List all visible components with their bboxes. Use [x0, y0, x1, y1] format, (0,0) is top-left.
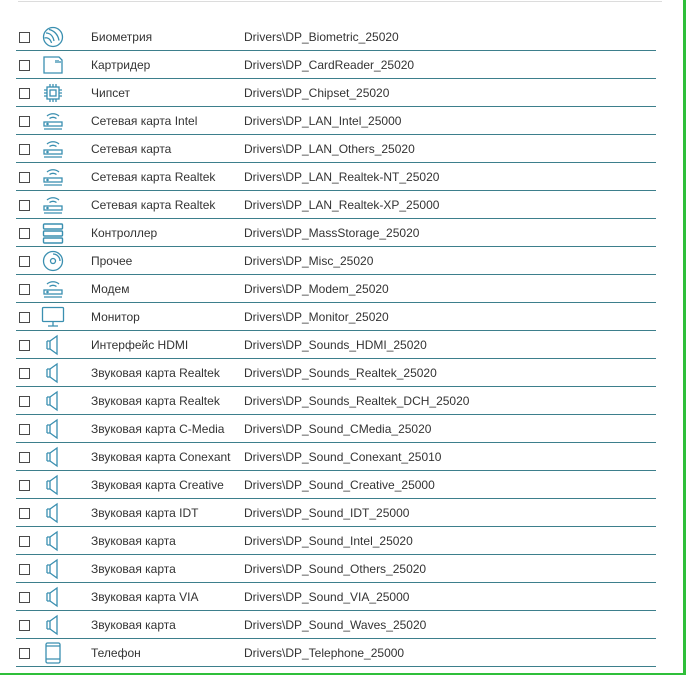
driver-row [16, 303, 656, 331]
driver-checkbox[interactable] [19, 144, 30, 155]
driver-checkbox[interactable] [19, 536, 30, 547]
driver-path: Drivers\DP_LAN_Realtek-NT_25020 [244, 170, 440, 184]
driver-row [16, 191, 656, 219]
network-icon [41, 277, 65, 301]
network-icon [41, 193, 65, 217]
driver-path: Drivers\DP_Misc_25020 [244, 254, 374, 268]
driver-checkbox[interactable] [19, 620, 30, 631]
driver-path: Drivers\DP_LAN_Realtek-XP_25000 [244, 198, 440, 212]
speaker-icon [41, 417, 65, 441]
driver-checkbox[interactable] [19, 592, 30, 603]
driver-row [16, 107, 656, 135]
driver-path: Drivers\DP_Sound_Creative_25000 [244, 478, 435, 492]
driver-path: Drivers\DP_LAN_Intel_25000 [244, 114, 402, 128]
driver-path: Drivers\DP_Telephone_25000 [244, 646, 405, 660]
driver-name: Звуковая карта IDT [91, 506, 199, 520]
speaker-icon [41, 613, 65, 637]
driver-row [16, 387, 656, 415]
driver-checkbox[interactable] [19, 60, 30, 71]
driver-path: Drivers\DP_Sounds_HDMI_25020 [244, 338, 427, 352]
driver-path: Drivers\DP_Monitor_25020 [244, 310, 389, 324]
driver-name: Прочее [91, 254, 133, 268]
driver-name: Телефон [91, 646, 141, 660]
driver-path: Drivers\DP_MassStorage_25020 [244, 226, 420, 240]
driver-path: Drivers\DP_Sound_Others_25020 [244, 562, 427, 576]
driver-checkbox[interactable] [19, 340, 30, 351]
driver-checkbox[interactable] [19, 284, 30, 295]
driver-row [16, 583, 656, 611]
driver-row [16, 331, 656, 359]
speaker-icon [41, 333, 65, 357]
driver-path: Drivers\DP_Sound_Intel_25020 [244, 534, 413, 548]
driver-checkbox[interactable] [19, 116, 30, 127]
biometric-icon [41, 25, 65, 49]
driver-checkbox[interactable] [19, 424, 30, 435]
speaker-icon [41, 361, 65, 385]
driver-checkbox[interactable] [19, 200, 30, 211]
driver-row [16, 555, 656, 583]
driver-checkbox[interactable] [19, 88, 30, 99]
driver-checkbox[interactable] [19, 312, 30, 323]
driver-row [16, 163, 656, 191]
monitor-icon [41, 305, 65, 329]
network-icon [41, 109, 65, 133]
driver-row [16, 611, 656, 639]
driver-name: Звуковая карта [91, 562, 176, 576]
driver-list [0, 23, 660, 667]
driver-path: Drivers\DP_Biometric_25020 [244, 30, 399, 44]
driver-path: Drivers\DP_Chipset_25020 [244, 86, 390, 100]
driver-checkbox[interactable] [19, 396, 30, 407]
driver-row [16, 359, 656, 387]
driver-path: Drivers\DP_Modem_25020 [244, 282, 389, 296]
top-divider [18, 1, 662, 2]
driver-row [16, 415, 656, 443]
speaker-icon [41, 473, 65, 497]
driver-checkbox[interactable] [19, 32, 30, 43]
driver-name: Биометрия [91, 30, 153, 44]
driver-row [16, 471, 656, 499]
speaker-icon [41, 501, 65, 525]
driver-name: Интерфейс HDMI [91, 338, 189, 352]
driver-row [16, 51, 656, 79]
driver-name: Звуковая карта Realtek [91, 366, 220, 380]
driver-row [16, 219, 656, 247]
speaker-icon [41, 529, 65, 553]
driver-path: Drivers\DP_Sound_IDT_25000 [244, 506, 410, 520]
driver-checkbox[interactable] [19, 228, 30, 239]
driver-name: Звуковая карта Conexant [91, 450, 231, 464]
driver-name: Звуковая карта [91, 618, 176, 632]
driver-name: Звуковая карта [91, 534, 176, 548]
driver-name: Звуковая карта VIA [91, 590, 199, 604]
network-icon [41, 165, 65, 189]
driver-name: Сетевая карта Realtek [91, 170, 216, 184]
speaker-icon [41, 585, 65, 609]
driver-path: Drivers\DP_CardReader_25020 [244, 58, 415, 72]
driver-path: Drivers\DP_Sounds_Realtek_25020 [244, 366, 437, 380]
card-reader-icon [41, 53, 65, 77]
driver-path: Drivers\DP_Sound_VIA_25000 [244, 590, 410, 604]
driver-row [16, 79, 656, 107]
driver-name: Картридер [91, 58, 151, 72]
driver-row [16, 639, 656, 667]
storage-icon [41, 221, 65, 245]
network-icon [41, 137, 65, 161]
driver-row [16, 23, 656, 51]
phone-icon [41, 641, 65, 665]
driver-checkbox[interactable] [19, 508, 30, 519]
driver-checkbox[interactable] [19, 368, 30, 379]
driver-path: Drivers\DP_Sound_Waves_25020 [244, 618, 427, 632]
speaker-icon [41, 557, 65, 581]
disc-icon [41, 249, 65, 273]
speaker-icon [41, 445, 65, 469]
driver-checkbox[interactable] [19, 564, 30, 575]
driver-name: Сетевая карта Intel [91, 114, 198, 128]
speaker-icon [41, 389, 65, 413]
driver-checkbox[interactable] [19, 172, 30, 183]
driver-name: Чипсет [91, 86, 130, 100]
driver-row [16, 443, 656, 471]
driver-checkbox[interactable] [19, 480, 30, 491]
driver-checkbox[interactable] [19, 452, 30, 463]
driver-name: Звуковая карта Creative [91, 478, 224, 492]
driver-name: Звуковая карта Realtek [91, 394, 220, 408]
driver-row [16, 247, 656, 275]
driver-name: Модем [91, 282, 130, 296]
driver-name: Контроллер [91, 226, 158, 240]
driver-name: Звуковая карта C-Media [91, 422, 225, 436]
driver-path: Drivers\DP_LAN_Others_25020 [244, 142, 415, 156]
driver-checkbox[interactable] [19, 256, 30, 267]
driver-checkbox[interactable] [19, 648, 30, 659]
driver-path: Drivers\DP_Sound_CMedia_25020 [244, 422, 432, 436]
driver-name: Монитор [91, 310, 140, 324]
chipset-icon [41, 81, 65, 105]
driver-row [16, 275, 656, 303]
driver-name: Сетевая карта [91, 142, 172, 156]
driver-row [16, 499, 656, 527]
driver-row [16, 527, 656, 555]
driver-path: Drivers\DP_Sounds_Realtek_DCH_25020 [244, 394, 470, 408]
driver-row [16, 135, 656, 163]
driver-path: Drivers\DP_Sound_Conexant_25010 [244, 450, 442, 464]
driver-name: Сетевая карта Realtek [91, 198, 216, 212]
